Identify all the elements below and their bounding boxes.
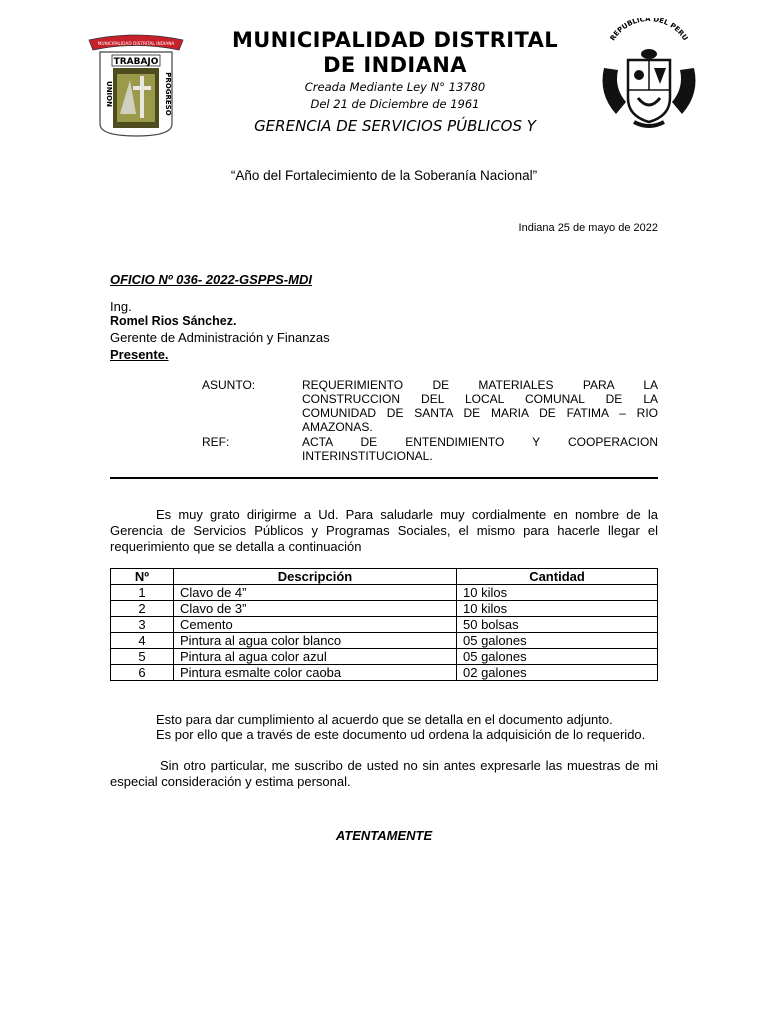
year-motto: “Año del Fortalecimiento de la Soberanía Nacional” bbox=[230, 168, 538, 183]
row-number: 2 bbox=[111, 601, 174, 617]
materials-table bbox=[110, 568, 658, 681]
col-header-quantity: Cantidad bbox=[457, 569, 658, 585]
table-row bbox=[111, 649, 658, 665]
asunto-line: CONSTRUCCION DEL LOCAL COMUNAL DE LA bbox=[302, 392, 658, 406]
title-line-1: MUNICIPALIDAD DISTRITAL bbox=[231, 28, 559, 52]
row-quantity: 10 kilos bbox=[457, 585, 658, 601]
separator-line bbox=[110, 477, 658, 479]
row-number: 3 bbox=[111, 617, 174, 633]
coat-arc-text: REPUBLICA DEL PERU bbox=[608, 18, 690, 43]
row-description: Cemento bbox=[174, 617, 457, 633]
row-number: 5 bbox=[111, 649, 174, 665]
logo-right-word: PROGRESO bbox=[164, 72, 172, 116]
col-header-description: Descripción bbox=[174, 569, 457, 585]
table-row bbox=[111, 633, 658, 649]
paragraph-request: Es por ello que a través de este documento ud ordena la adquisición de lo requerido. bbox=[156, 727, 646, 742]
oficio-number: OFICIO Nº 036- 2022-GSPPS-MDI bbox=[110, 272, 312, 287]
row-number: 6 bbox=[111, 665, 174, 681]
logo-banner-text: MUNICIPALIDAD DISTRITAL INDIANA bbox=[97, 42, 175, 47]
recipient-title: Ing. bbox=[110, 299, 132, 314]
asunto-line: COMUNIDAD DE SANTA DE MARIA DE FATIMA – RIO bbox=[302, 406, 658, 420]
title-line-2: DE INDIANA bbox=[323, 53, 467, 77]
creation-law: Creada Mediante Ley N° 13780 bbox=[304, 80, 486, 94]
paragraph-farewell: Sin otro particular, me suscribo de usted no sin antes expresarle las muestras de mi especial consideración y estima personal. bbox=[110, 758, 658, 789]
logo-top-word: TRABAJO bbox=[113, 57, 159, 67]
table-row bbox=[111, 665, 658, 681]
presente-label: Presente. bbox=[110, 347, 169, 362]
row-quantity: 10 kilos bbox=[457, 601, 658, 617]
row-quantity: 02 galones bbox=[457, 665, 658, 681]
asunto-line: AMAZONAS. bbox=[302, 420, 373, 434]
table-row bbox=[111, 617, 658, 633]
recipient-name: Romel Rios Sánchez. bbox=[110, 314, 237, 328]
row-number: 4 bbox=[111, 633, 174, 649]
row-quantity: 05 galones bbox=[457, 633, 658, 649]
ref-line: INTERINSTITUCIONAL. bbox=[302, 449, 433, 463]
recipient-position: Gerente de Administración y Finanzas bbox=[110, 330, 330, 345]
closing-salutation: ATENTAMENTE bbox=[335, 828, 433, 843]
col-header-number: Nº bbox=[111, 569, 174, 585]
logo-left-word: UNION bbox=[105, 81, 113, 107]
svg-text:REPUBLICA DEL PERU bbox=[609, 18, 690, 43]
creation-date: Del 21 de Diciembre de 1961 bbox=[310, 97, 480, 111]
ref-label: REF: bbox=[202, 435, 230, 449]
row-description: Pintura esmalte color caoba bbox=[174, 665, 457, 681]
row-quantity: 05 galones bbox=[457, 649, 658, 665]
document-date: Indiana 25 de mayo de 2022 bbox=[518, 222, 658, 234]
peru-coat-of-arms-logo bbox=[594, 18, 704, 132]
table-row bbox=[111, 585, 658, 601]
paragraph-compliance: Esto para dar cumplimiento al acuerdo que se detalla en el documento adjunto. bbox=[156, 712, 613, 727]
asunto-line: REQUERIMIENTO DE MATERIALES PARA LA bbox=[302, 378, 658, 392]
row-description: Clavo de 4” bbox=[174, 585, 457, 601]
row-number: 1 bbox=[111, 585, 174, 601]
asunto-label: ASUNTO: bbox=[202, 378, 256, 392]
municipal-shield-logo bbox=[86, 28, 186, 140]
table-header-row bbox=[111, 569, 658, 585]
row-description: Pintura al agua color azul bbox=[174, 649, 457, 665]
ref-line: ACTA DE ENTENDIMIENTO Y COOPERACION bbox=[302, 435, 658, 449]
row-quantity: 50 bolsas bbox=[457, 617, 658, 633]
intro-paragraph: Es muy grato dirigirme a Ud. Para saludarle muy cordialmente en nombre de la Gerencia de Servicios Públicos y Programas Sociales, el mismo para hacerle llegar el requerimiento que se detalla a continuación bbox=[110, 507, 658, 554]
row-description: Clavo de 3” bbox=[174, 601, 457, 617]
row-description: Pintura al agua color blanco bbox=[174, 633, 457, 649]
table-row bbox=[111, 601, 658, 617]
department-name: GERENCIA DE SERVICIOS PÚBLICOS Y bbox=[254, 117, 536, 135]
